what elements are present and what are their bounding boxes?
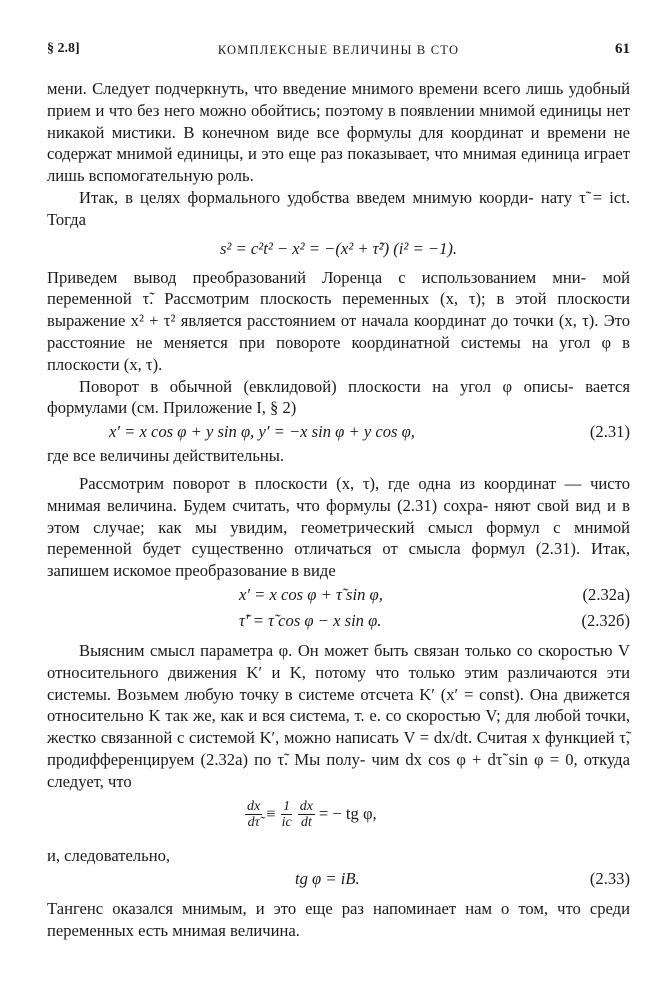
text-line: Приведем вывод преобразований Лоренца с использованием мни- [47, 267, 587, 287]
paragraph-5 [47, 445, 630, 467]
text-line: только этим различаются эти системы. Возьмем любую точку [47, 662, 630, 704]
equation-label: (2.33) [589, 869, 630, 889]
paragraph-7 [47, 640, 630, 793]
text-line: в появлении мнимой единицы нет никакой мистики. В конечном [47, 100, 630, 142]
equation-label: (2.32а) [582, 584, 630, 604]
text-line: лишь вспомогательную роль. [47, 166, 254, 186]
paragraph-3 [47, 267, 630, 376]
text-line: чисто мнимая величина. Будем считать, что формулы (2.31) сохра- [47, 473, 630, 515]
text-line: Итак, в целях формального удобства введем мнимую коорди- [79, 187, 534, 207]
text-line: и, следовательно, [47, 845, 171, 865]
paragraph-2 [47, 187, 630, 231]
denominator: dt [300, 814, 312, 830]
fraction-1-ic [280, 799, 294, 830]
equation-interval: s² = c²t² − x² = −(x² + τ̃²) (i² = −1). [219, 238, 458, 258]
text-line: начала координат до точки (x, τ). Это расстояние не меняется при [47, 311, 631, 352]
text-line: что среди переменных есть мнимая величина. [47, 899, 630, 941]
running-title: КОМПЛЕКСНЫЕ ВЕЛИЧИНЫ В СТО [217, 43, 460, 57]
text-line: в системе отсчета K′ (x′ = const). Она движется относительно K [47, 684, 630, 726]
denominator: ic [281, 814, 292, 830]
equation-expression: $\frac{dx}{d\taũ}$ ≡ $\frac{1}{ic}$ $\frac{dx}{dt}$ = − tg φ, [247, 798, 377, 830]
text-line: вается формулами (см. Приложение I, § 2) [47, 376, 631, 418]
text-line: Выясним смысл параметра φ. Он может быть связан только [79, 640, 512, 660]
equation-2-33 [47, 866, 630, 892]
equation-label: (2.31) [589, 422, 630, 442]
equation-2-32a [47, 582, 630, 608]
text-line: так же, как и вся система, т. е. со скоростью V; для любой точки, [165, 706, 630, 726]
text-line: в виде [291, 561, 336, 581]
equation-expression: x′ = x cos φ + τ̃ sin φ, [239, 584, 383, 604]
section-ref: § 2.8] [47, 41, 80, 56]
text-line: мой переменной τ̃. Рассмотрим плоскость переменных (x, τ); [47, 267, 630, 309]
text-line: где все величины действительны. [47, 446, 285, 466]
text-line: от смысла формул (2.31). Итак, запишем искомое преобразование [47, 539, 630, 581]
equation-expression: tg φ = iB. [295, 869, 360, 889]
equation-2-32b [47, 608, 630, 634]
equation-label: (2.32б) [581, 610, 630, 630]
equation-2-31 [47, 419, 630, 445]
text-line: в этой плоскости выражение x² + τ² является расстоянием от [47, 289, 630, 331]
text-line: Рассмотрим поворот в плоскости (x, τ), где одна из координат — [79, 473, 582, 493]
text-line: смысл формул с мнимой переменной будет существенно отличаться [47, 517, 631, 559]
text-line: Поворот в обычной (евклидовой) плоскости на угол φ описы- [79, 376, 574, 396]
text-line: единицы, и это еще раз показывает, что мнимая единица играет [177, 144, 630, 164]
text-line: повороте координатной системы на угол φ в плоскости (x, τ). [47, 332, 630, 374]
paragraph-6 [47, 473, 630, 582]
paragraph-9 [47, 898, 630, 942]
equation-rhs: = − tg φ, [318, 804, 377, 824]
paragraph-1 [47, 78, 630, 187]
paragraph-4 [47, 376, 630, 420]
numerator: dx [299, 798, 313, 814]
text-line: со скоростью V относительного движения K′ и K, потому что [47, 640, 630, 682]
text-line: лишь удобный прием и что без него можно обойтись; поэтому [47, 79, 630, 120]
page-body [47, 78, 630, 942]
fraction-dx-dtau [245, 799, 262, 830]
numerator: dx [247, 798, 261, 814]
numerator: 1 [283, 798, 291, 814]
fraction-dx-dt [298, 799, 315, 830]
page-number: 61 [615, 41, 630, 57]
text-line: Тангенс оказался мнимым, и это еще раз напоминает нам о том, [47, 899, 549, 919]
text-line: виде все формулы для координат и времени не содержат мнимой [47, 122, 630, 164]
page-header [47, 41, 630, 61]
text-line: жестко связанной с системой K′, можно написать V = dx/dt. [47, 728, 473, 748]
text-line: мени. Следует подчеркнуть, что введение мнимого времени всего [47, 79, 521, 98]
text-line: Считая x функцией τ̃, продифференцируем (2.32а) по τ̃. Мы полу- [47, 728, 631, 769]
denominator: dτ̃ [247, 814, 260, 830]
equation-expression: τ̃′ = τ̃ cos φ − x sin φ. [239, 610, 382, 630]
equation-derivative [47, 793, 630, 845]
text-line: нату τ̃ = ict. Тогда [47, 187, 630, 229]
text-line: няют свой вид и в этом случае; как мы увидим, геометрический [47, 495, 631, 537]
text-line: чим dx cos φ + dτ̃ sin φ = 0, откуда следует, что [47, 749, 630, 791]
paragraph-8 [47, 845, 630, 867]
equation-expression: x′ = x cos φ + y sin φ, y′ = −x sin φ + y cos φ, [109, 422, 415, 442]
